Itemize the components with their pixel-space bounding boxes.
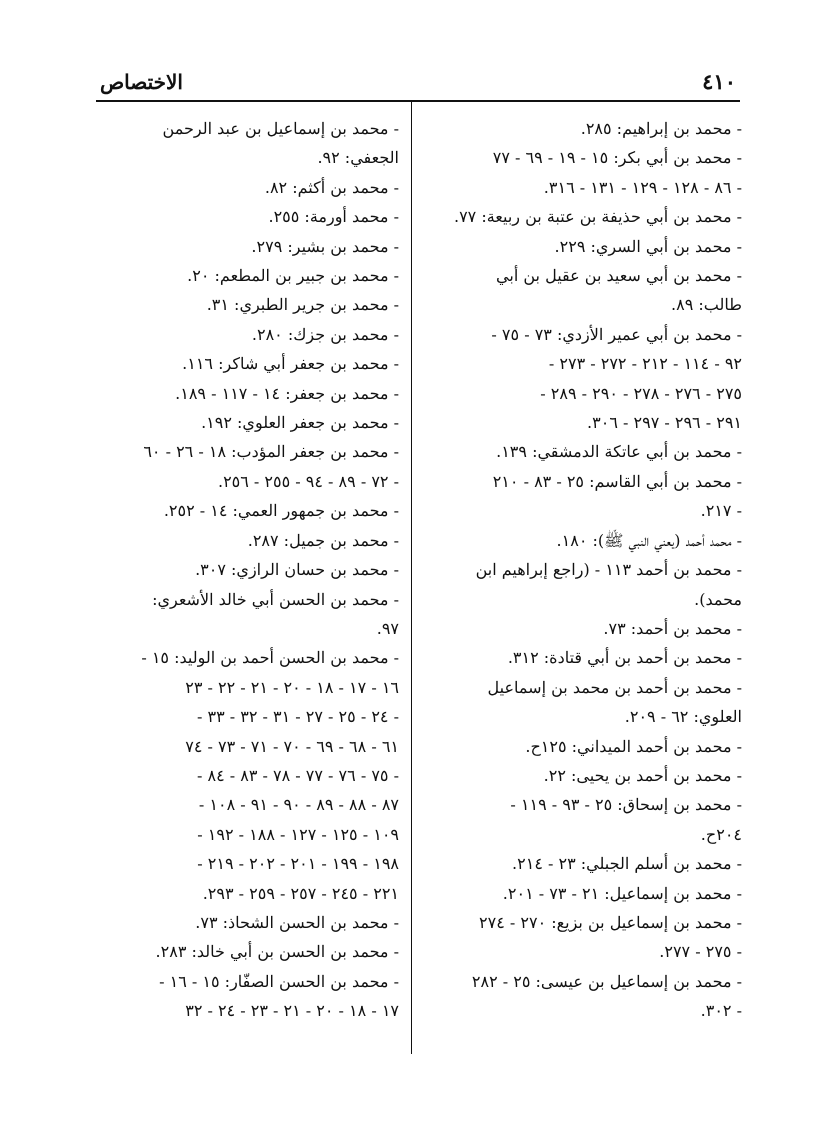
index-entry-line: ٦١ - ٦٨ - ٦٩ - ٧٠ - ٧١ - ٧٣ - ٧٤: [185, 736, 399, 756]
index-entry-line: - محمد بن الحسن بن أبي خالد: ٢٨٣.: [155, 942, 399, 962]
index-entry: [417, 202, 742, 231]
index-entry-line: - محمد بن أحمد بن أبي قتادة: ٣١٢.: [507, 648, 742, 668]
index-entry-line: - محمد بن أبي القاسم: ٢٥ - ٨٣ - ٢١٠: [492, 471, 742, 491]
index-entry-line: ١٧ - ١٨ - ٢٠ - ٢١ - ٢٣ - ٢٤ - ٣٢: [185, 1001, 399, 1021]
index-entry-line: ٢٢١ - ٢٤٥ - ٢٥٧ - ٢٥٩ - ٢٩٣.: [202, 883, 399, 903]
index-entry-line: ٩٢ - ١١٤ - ٢١٢ - ٢٧٢ - ٢٧٣ -: [548, 354, 742, 374]
index-columns: [96, 102, 742, 1057]
index-entry: [417, 879, 742, 908]
index-entry-line: - محمد بن جميل: ٢٨٧.: [247, 530, 399, 550]
index-entry-line: - محمد بن أبي عمير الأزدي: ٧٣ - ٧٥ -: [491, 324, 742, 344]
index-entry-line: - محمد بن جعفر العلوي: ١٩٢.: [201, 413, 399, 433]
index-entry: [96, 555, 399, 584]
index-entry: [417, 143, 742, 202]
index-entry-line: - محمد بن جعفر المؤدب: ١٨ - ٢٦ - ٦٠: [143, 442, 399, 462]
index-entry-line: - محمد بن بشير: ٢٧٩.: [251, 236, 399, 256]
index-entry-line: - محمد بن إسماعيل بن بزيع: ٢٧٠ - ٢٧٤: [479, 912, 742, 932]
index-entry: [417, 643, 742, 672]
right-column: [417, 102, 742, 1057]
index-entry: [96, 202, 399, 231]
index-entry-line: - محمد بن أبي السري: ٢٢٩.: [554, 236, 742, 256]
index-entry-line: - ٨٦ - ١٢٨ - ١٢٩ - ١٣١ - ٣١٦.: [543, 177, 742, 197]
index-entry-line: - محمد بن أكثم: ٨٢.: [264, 177, 399, 197]
index-entry: [417, 732, 742, 761]
index-entry-line: - ٢١٧.: [700, 501, 742, 521]
index-entry-line: ١٦ - ١٧ - ١٨ - ٢٠ - ٢١ - ٢٢ - ٢٣: [185, 677, 399, 697]
index-entry: [96, 232, 399, 261]
index-entry: [417, 614, 742, 643]
index-entry: [96, 349, 399, 378]
index-entry-line: ٢٩١ - ٢٩٦ - ٢٩٧ - ٣٠٦.: [587, 413, 742, 433]
index-entry: [417, 673, 742, 732]
index-entry-line: طالب: ٨٩.: [671, 295, 742, 315]
index-entry-line: - محمد بن إسماعيل بن عيسى: ٢٥ - ٢٨٢: [471, 971, 742, 991]
index-entry-line: - محمد بن إسماعيل: ٢١ - ٧٣ - ٢٠١.: [502, 883, 742, 903]
index-entry-line: - محمد بن جمهور العمي: ١٤ - ٢٥٢.: [163, 501, 399, 521]
index-entry-line: العلوي: ٦٢ - ٢٠٩.: [624, 707, 742, 727]
index-entry: [96, 967, 399, 1026]
index-entry: [96, 496, 399, 525]
index-entry-line: - ٢٤ - ٢٥ - ٢٧ - ٣١ - ٣٢ - ٣٣ -: [196, 707, 399, 727]
index-entry-line: - ٢٧٥ - ٢٧٧.: [659, 942, 742, 962]
index-entry-line: - محمد بن الحسن أحمد بن الوليد: ١٥ -: [141, 648, 399, 668]
index-entry: [96, 261, 399, 290]
index-entry-line: - محمد بن أحمد ١١٣ - (راجع إبراهيم ابن: [475, 560, 742, 580]
index-entry: [417, 967, 742, 1026]
index-entry-line: - محمد بن أبي حذيفة بن عتبة بن ربيعة: ٧٧.: [453, 207, 742, 227]
index-entry: [417, 261, 742, 320]
index-entry: [417, 467, 742, 526]
index-entry: [96, 320, 399, 349]
index-entry-line: ١٩٨ - ١٩٩ - ٢٠١ - ٢٠٢ - ٢١٩ -: [197, 854, 399, 874]
index-entry: [417, 320, 742, 438]
index-entry: [96, 585, 399, 644]
index-entry-line: - محمد بن الحسن أبي خالد الأشعري:: [152, 589, 399, 609]
index-entry: [417, 437, 742, 466]
index-entry: [96, 290, 399, 319]
index-entry: [417, 790, 742, 849]
index-entry: [96, 437, 399, 496]
index-entry-line: - محمد بن أحمد: ٧٣.: [603, 618, 742, 638]
index-entry-line: - محمد بن إسحاق: ٢٥ - ٩٣ - ١١٩ -: [510, 795, 742, 815]
index-entry-line: - محمد بن إبراهيم: ٢٨٥.: [580, 119, 742, 138]
left-column: [96, 102, 399, 1057]
index-entry-line: - ٣٠٢.: [700, 1001, 742, 1021]
index-entry: [96, 379, 399, 408]
index-entry: [417, 849, 742, 878]
index-entry-line: - محمد بن أحمد بن يحيى: ٢٢.: [543, 765, 742, 785]
index-entry: [96, 114, 399, 173]
index-entry: [96, 526, 399, 555]
index-entry: [417, 908, 742, 967]
index-entry-line: - محمد بن جعفر: ١٤ - ١١٧ - ١٨٩.: [175, 383, 399, 403]
index-entry: [96, 173, 399, 202]
index-entry-line: - محمد بن أبي عاتكة الدمشقي: ١٣٩.: [496, 442, 742, 462]
index-entry-line: - محمد بن جرير الطبري: ٣١.: [206, 295, 399, 315]
index-entry-line: - محمد بن أبي سعيد بن عقيل بن أبي: [496, 266, 742, 286]
index-entry-line: - محمد بن الحسن الصفّار: ١٥ - ١٦ -: [159, 971, 399, 991]
index-entry-line: - محمد بن أحمد بن محمد بن إسماعيل: [487, 677, 742, 697]
index-entry: [417, 526, 742, 555]
index-entry-line: ٨٧ - ٨٨ - ٨٩ - ٩٠ - ٩١ - ١٠٨ -: [198, 795, 399, 815]
page-number: ٤١٠: [702, 69, 736, 94]
index-entry-line: - ٧٢ - ٨٩ - ٩٤ - ٢٥٥ - ٢٥٦.: [217, 471, 399, 491]
index-entry: [96, 643, 399, 908]
index-entry: [96, 937, 399, 966]
index-entry-line: ٩٧.: [376, 618, 399, 638]
index-entry-line: - محمد أورمة: ٢٥٥.: [268, 207, 399, 227]
column-divider: [411, 102, 412, 1054]
index-entry: [417, 232, 742, 261]
index-entry-line: محمد).: [694, 589, 742, 609]
index-entry-line: - ٧٥ - ٧٦ - ٧٧ - ٧٨ - ٨٣ - ٨٤ -: [196, 765, 399, 785]
index-entry-line: - محمد بن جبير بن المطعم: ٢٠.: [187, 266, 399, 286]
index-entry-line: - محمد بن أبي بكر: ١٥ - ١٩ - ٦٩ - ٧٧: [492, 148, 742, 168]
page-header: [96, 60, 740, 102]
index-entry: [417, 114, 742, 143]
index-entry-line: - محمد بن أحمد الميداني: ١٢٥ح.: [525, 736, 742, 756]
index-entry-line: - محمد بن أسلم الجبلي: ٢٣ - ٢١٤.: [512, 854, 742, 874]
index-entry: [417, 761, 742, 790]
index-entry-line: - محمد أحمد (يعني النبي ﷺ): ١٨٠.: [556, 530, 742, 550]
index-entry-line: - محمد بن جعفر أبي شاكر: ١١٦.: [182, 354, 399, 374]
index-entry: [96, 908, 399, 937]
index-entry-line: - محمد بن إسماعيل بن عبد الرحمن: [162, 119, 399, 138]
index-entry: [417, 555, 742, 614]
index-entry-line: - محمد بن حسان الرازي: ٣٠٧.: [195, 560, 399, 580]
index-entry-line: الجعفي: ٩٢.: [317, 148, 399, 168]
index-entry-line: - محمد بن جزك: ٢٨٠.: [251, 324, 399, 344]
index-entry-line: ٢٠٤ح.: [700, 824, 742, 844]
index-entry: [96, 408, 399, 437]
index-entry-line: ١٠٩ - ١٢٥ - ١٢٧ - ١٨٨ - ١٩٢ -: [197, 824, 399, 844]
index-entry-line: ٢٧٥ - ٢٧٦ - ٢٧٨ - ٢٩٠ - ٢٨٩ -: [540, 383, 742, 403]
page-title: الاختصاص: [100, 70, 183, 94]
index-entry-line: - محمد بن الحسن الشحاذ: ٧٣.: [195, 912, 399, 932]
